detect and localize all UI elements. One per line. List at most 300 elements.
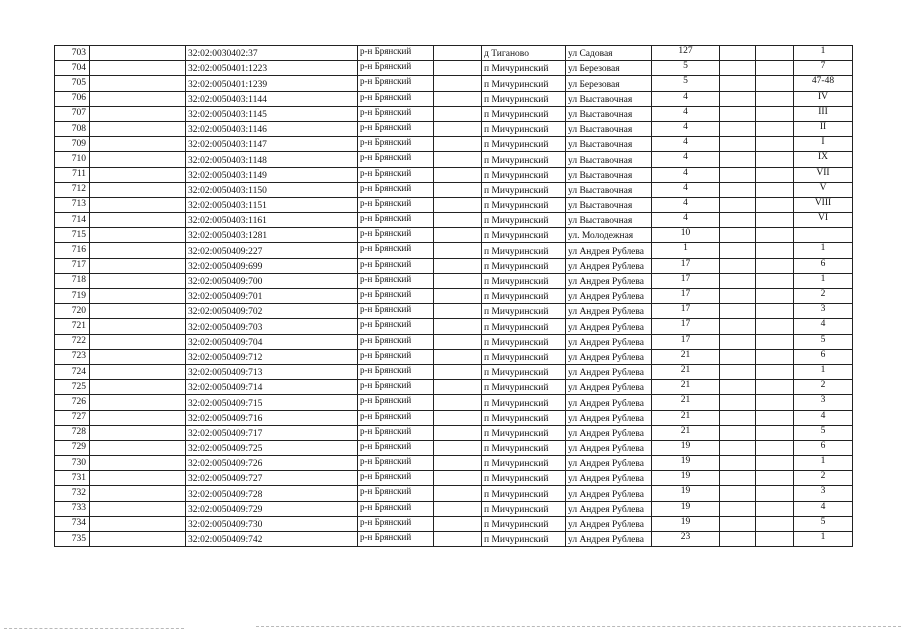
locality: п Мичуринский xyxy=(482,137,566,152)
house-number: 5 xyxy=(652,61,720,76)
blank-cell xyxy=(756,106,794,121)
apartment-number: 47-48 xyxy=(794,76,853,91)
apartment-number: 4 xyxy=(794,319,853,334)
table-body xyxy=(55,46,853,547)
blank-cell xyxy=(434,258,482,273)
cadastral-number: 32:02:0050403:1161 xyxy=(186,213,358,228)
cadastral-number: 32:02:0050403:1151 xyxy=(186,197,358,212)
street: ул Выставочная xyxy=(566,137,652,152)
blank-cell xyxy=(720,258,756,273)
row-number: 732 xyxy=(55,486,90,501)
apartment-number: 1 xyxy=(794,456,853,471)
street: ул Андрея Рублева xyxy=(566,243,652,258)
table-row xyxy=(55,228,853,243)
blank-cell xyxy=(720,319,756,334)
table-row xyxy=(55,425,853,440)
blank-cell xyxy=(90,319,186,334)
blank-cell xyxy=(756,319,794,334)
blank-cell xyxy=(90,334,186,349)
house-number: 17 xyxy=(652,334,720,349)
blank-cell xyxy=(756,364,794,379)
district: р-н Брянский xyxy=(358,273,434,288)
locality: п Мичуринский xyxy=(482,106,566,121)
house-number: 4 xyxy=(652,152,720,167)
street: ул Березовая xyxy=(566,61,652,76)
locality: п Мичуринский xyxy=(482,167,566,182)
locality: п Мичуринский xyxy=(482,486,566,501)
house-number: 127 xyxy=(652,46,720,61)
blank-cell xyxy=(756,197,794,212)
blank-cell xyxy=(720,364,756,379)
locality: п Мичуринский xyxy=(482,410,566,425)
apartment-number: IX xyxy=(794,152,853,167)
apartment-number xyxy=(794,228,853,243)
blank-cell xyxy=(720,213,756,228)
blank-cell xyxy=(434,46,482,61)
table-row xyxy=(55,273,853,288)
blank-cell xyxy=(90,410,186,425)
house-number: 17 xyxy=(652,258,720,273)
blank-cell xyxy=(90,516,186,531)
cadastral-number: 32:02:0050403:1149 xyxy=(186,167,358,182)
locality: п Мичуринский xyxy=(482,213,566,228)
table-row xyxy=(55,516,853,531)
blank-cell xyxy=(720,486,756,501)
blank-cell xyxy=(720,273,756,288)
cadastral-number: 32:02:0050409:700 xyxy=(186,273,358,288)
house-number: 21 xyxy=(652,395,720,410)
cadastral-number: 32:02:0050409:728 xyxy=(186,486,358,501)
blank-cell xyxy=(720,440,756,455)
blank-cell xyxy=(756,91,794,106)
cadastral-number: 32:02:0050409:703 xyxy=(186,319,358,334)
house-number: 4 xyxy=(652,182,720,197)
table-row xyxy=(55,258,853,273)
blank-cell xyxy=(434,349,482,364)
blank-cell xyxy=(434,213,482,228)
house-number: 19 xyxy=(652,501,720,516)
cadastral-number: 32:02:0030402:37 xyxy=(186,46,358,61)
apartment-number: 1 xyxy=(794,46,853,61)
street: ул Андрея Рублева xyxy=(566,258,652,273)
cadastral-number: 32:02:0050409:716 xyxy=(186,410,358,425)
row-number: 721 xyxy=(55,319,90,334)
row-number: 724 xyxy=(55,364,90,379)
table-row xyxy=(55,121,853,136)
locality: п Мичуринский xyxy=(482,425,566,440)
blank-cell xyxy=(720,532,756,547)
blank-cell xyxy=(756,380,794,395)
house-number: 4 xyxy=(652,197,720,212)
row-number: 733 xyxy=(55,501,90,516)
cadastral-number: 32:02:0050409:701 xyxy=(186,289,358,304)
row-number: 710 xyxy=(55,152,90,167)
house-number: 1 xyxy=(652,243,720,258)
house-number: 21 xyxy=(652,349,720,364)
house-number: 21 xyxy=(652,410,720,425)
blank-cell xyxy=(720,516,756,531)
blank-cell xyxy=(756,334,794,349)
street: ул Андрея Рублева xyxy=(566,516,652,531)
cadastral-number: 32:02:0050409:717 xyxy=(186,425,358,440)
house-number: 4 xyxy=(652,167,720,182)
blank-cell xyxy=(720,410,756,425)
house-number: 19 xyxy=(652,456,720,471)
apartment-number: 5 xyxy=(794,516,853,531)
district: р-н Брянский xyxy=(358,137,434,152)
blank-cell xyxy=(90,167,186,182)
street: ул Садовая xyxy=(566,46,652,61)
blank-cell xyxy=(720,456,756,471)
row-number: 711 xyxy=(55,167,90,182)
house-number: 21 xyxy=(652,380,720,395)
table-row xyxy=(55,486,853,501)
table-row xyxy=(55,61,853,76)
row-number: 729 xyxy=(55,440,90,455)
locality: п Мичуринский xyxy=(482,456,566,471)
table-row xyxy=(55,197,853,212)
apartment-number: 4 xyxy=(794,501,853,516)
blank-cell xyxy=(90,182,186,197)
blank-cell xyxy=(434,121,482,136)
locality: п Мичуринский xyxy=(482,258,566,273)
locality: п Мичуринский xyxy=(482,532,566,547)
table-row xyxy=(55,334,853,349)
row-number: 735 xyxy=(55,532,90,547)
blank-cell xyxy=(434,334,482,349)
street: ул Выставочная xyxy=(566,106,652,121)
apartment-number: V xyxy=(794,182,853,197)
house-number: 17 xyxy=(652,289,720,304)
blank-cell xyxy=(720,76,756,91)
blank-cell xyxy=(90,228,186,243)
blank-cell xyxy=(90,152,186,167)
street: ул Андрея Рублева xyxy=(566,486,652,501)
apartment-number: 3 xyxy=(794,395,853,410)
apartment-number: 2 xyxy=(794,380,853,395)
cadastral-number: 32:02:0050409:227 xyxy=(186,243,358,258)
table-row xyxy=(55,91,853,106)
street: ул Выставочная xyxy=(566,121,652,136)
row-number: 734 xyxy=(55,516,90,531)
locality: п Мичуринский xyxy=(482,152,566,167)
house-number: 19 xyxy=(652,471,720,486)
blank-cell xyxy=(90,91,186,106)
cadastral-number: 32:02:0050409:729 xyxy=(186,501,358,516)
blank-cell xyxy=(756,304,794,319)
blank-cell xyxy=(434,319,482,334)
blank-cell xyxy=(756,471,794,486)
locality: п Мичуринский xyxy=(482,501,566,516)
locality: п Мичуринский xyxy=(482,334,566,349)
blank-cell xyxy=(720,167,756,182)
row-number: 717 xyxy=(55,258,90,273)
blank-cell xyxy=(434,228,482,243)
apartment-number: 1 xyxy=(794,364,853,379)
cadastral-number: 32:02:0050409:713 xyxy=(186,364,358,379)
cadastral-number: 32:02:0050403:1147 xyxy=(186,137,358,152)
cadastral-number: 32:02:0050401:1239 xyxy=(186,76,358,91)
blank-cell xyxy=(720,304,756,319)
cadastral-number: 32:02:0050401:1223 xyxy=(186,61,358,76)
blank-cell xyxy=(720,334,756,349)
apartment-number: III xyxy=(794,106,853,121)
blank-cell xyxy=(434,516,482,531)
blank-cell xyxy=(434,61,482,76)
apartment-number: I xyxy=(794,137,853,152)
street: ул Андрея Рублева xyxy=(566,304,652,319)
blank-cell xyxy=(90,76,186,91)
row-number: 718 xyxy=(55,273,90,288)
blank-cell xyxy=(434,304,482,319)
locality: п Мичуринский xyxy=(482,228,566,243)
locality: п Мичуринский xyxy=(482,364,566,379)
blank-cell xyxy=(90,501,186,516)
street: ул Березовая xyxy=(566,76,652,91)
district: р-н Брянский xyxy=(358,425,434,440)
blank-cell xyxy=(720,91,756,106)
locality: п Мичуринский xyxy=(482,440,566,455)
district: р-н Брянский xyxy=(358,243,434,258)
blank-cell xyxy=(720,106,756,121)
row-number: 726 xyxy=(55,395,90,410)
apartment-number: 5 xyxy=(794,425,853,440)
street: ул Андрея Рублева xyxy=(566,532,652,547)
house-number: 10 xyxy=(652,228,720,243)
cadastral-number: 32:02:0050403:1146 xyxy=(186,121,358,136)
apartment-number: 4 xyxy=(794,410,853,425)
row-number: 727 xyxy=(55,410,90,425)
blank-cell xyxy=(756,258,794,273)
apartment-number: 3 xyxy=(794,304,853,319)
table-row xyxy=(55,501,853,516)
row-number: 706 xyxy=(55,91,90,106)
street: ул Выставочная xyxy=(566,91,652,106)
blank-cell xyxy=(756,121,794,136)
row-number: 719 xyxy=(55,289,90,304)
blank-cell xyxy=(720,349,756,364)
blank-cell xyxy=(90,440,186,455)
blank-cell xyxy=(720,121,756,136)
blank-cell xyxy=(756,289,794,304)
house-number: 21 xyxy=(652,425,720,440)
row-number: 704 xyxy=(55,61,90,76)
blank-cell xyxy=(90,243,186,258)
cadastral-number: 32:02:0050409:726 xyxy=(186,456,358,471)
cadastral-number: 32:02:0050409:715 xyxy=(186,395,358,410)
row-number: 715 xyxy=(55,228,90,243)
district: р-н Брянский xyxy=(358,76,434,91)
locality: п Мичуринский xyxy=(482,304,566,319)
district: р-н Брянский xyxy=(358,258,434,273)
blank-cell xyxy=(90,46,186,61)
table-row xyxy=(55,243,853,258)
apartment-number: 3 xyxy=(794,486,853,501)
table-row xyxy=(55,289,853,304)
blank-cell xyxy=(434,486,482,501)
cadastral-number: 32:02:0050409:714 xyxy=(186,380,358,395)
blank-cell xyxy=(434,289,482,304)
district: р-н Брянский xyxy=(358,440,434,455)
row-number: 709 xyxy=(55,137,90,152)
blank-cell xyxy=(434,152,482,167)
apartment-number: 6 xyxy=(794,349,853,364)
locality: п Мичуринский xyxy=(482,91,566,106)
blank-cell xyxy=(90,486,186,501)
table-row xyxy=(55,182,853,197)
row-number: 725 xyxy=(55,380,90,395)
house-number: 19 xyxy=(652,440,720,455)
apartment-number: 6 xyxy=(794,258,853,273)
apartment-number: 1 xyxy=(794,273,853,288)
blank-cell xyxy=(720,395,756,410)
locality: п Мичуринский xyxy=(482,273,566,288)
locality: д Тиганово xyxy=(482,46,566,61)
house-number: 19 xyxy=(652,486,720,501)
district: р-н Брянский xyxy=(358,349,434,364)
apartment-number: 2 xyxy=(794,289,853,304)
blank-cell xyxy=(90,364,186,379)
cadastral-number: 32:02:0050409:712 xyxy=(186,349,358,364)
cadastral-number: 32:02:0050409:704 xyxy=(186,334,358,349)
blank-cell xyxy=(756,410,794,425)
district: р-н Брянский xyxy=(358,501,434,516)
blank-cell xyxy=(434,395,482,410)
blank-cell xyxy=(720,289,756,304)
table-row xyxy=(55,137,853,152)
cadastral-number: 32:02:0050403:1281 xyxy=(186,228,358,243)
blank-cell xyxy=(720,61,756,76)
blank-cell xyxy=(756,501,794,516)
table-row xyxy=(55,349,853,364)
blank-cell xyxy=(90,380,186,395)
apartment-number: VII xyxy=(794,167,853,182)
blank-cell xyxy=(90,532,186,547)
blank-cell xyxy=(720,501,756,516)
house-number: 17 xyxy=(652,319,720,334)
blank-cell xyxy=(756,532,794,547)
blank-cell xyxy=(720,197,756,212)
cadastral-number: 32:02:0050409:725 xyxy=(186,440,358,455)
blank-cell xyxy=(434,456,482,471)
apartment-number: VI xyxy=(794,213,853,228)
blank-cell xyxy=(756,182,794,197)
street: ул Андрея Рублева xyxy=(566,471,652,486)
blank-cell xyxy=(90,304,186,319)
street: ул Андрея Рублева xyxy=(566,319,652,334)
district: р-н Брянский xyxy=(358,46,434,61)
blank-cell xyxy=(756,228,794,243)
house-number: 17 xyxy=(652,304,720,319)
district: р-н Брянский xyxy=(358,334,434,349)
blank-cell xyxy=(720,471,756,486)
scan-artifact-line-right xyxy=(256,626,901,627)
district: р-н Брянский xyxy=(358,213,434,228)
district: р-н Брянский xyxy=(358,289,434,304)
street: ул Выставочная xyxy=(566,167,652,182)
table-row xyxy=(55,167,853,182)
apartment-number: 6 xyxy=(794,440,853,455)
blank-cell xyxy=(756,167,794,182)
cadastral-number: 32:02:0050409:730 xyxy=(186,516,358,531)
street: ул Андрея Рублева xyxy=(566,501,652,516)
blank-cell xyxy=(434,106,482,121)
blank-cell xyxy=(434,532,482,547)
table-row xyxy=(55,304,853,319)
blank-cell xyxy=(434,471,482,486)
locality: п Мичуринский xyxy=(482,61,566,76)
blank-cell xyxy=(90,197,186,212)
table-row xyxy=(55,106,853,121)
blank-cell xyxy=(90,258,186,273)
scan-artifact-line-left xyxy=(4,628,184,629)
district: р-н Брянский xyxy=(358,471,434,486)
blank-cell xyxy=(90,289,186,304)
street: ул Андрея Рублева xyxy=(566,380,652,395)
row-number: 705 xyxy=(55,76,90,91)
locality: п Мичуринский xyxy=(482,289,566,304)
blank-cell xyxy=(756,516,794,531)
blank-cell xyxy=(756,425,794,440)
district: р-н Брянский xyxy=(358,410,434,425)
street: ул Андрея Рублева xyxy=(566,410,652,425)
cadastral-number: 32:02:0050409:699 xyxy=(186,258,358,273)
blank-cell xyxy=(434,364,482,379)
table-row xyxy=(55,456,853,471)
table-row xyxy=(55,76,853,91)
blank-cell xyxy=(756,486,794,501)
table-row xyxy=(55,364,853,379)
house-number: 4 xyxy=(652,121,720,136)
blank-cell xyxy=(756,273,794,288)
cadastral-number: 32:02:0050409:702 xyxy=(186,304,358,319)
blank-cell xyxy=(720,425,756,440)
house-number: 4 xyxy=(652,106,720,121)
house-number: 4 xyxy=(652,213,720,228)
blank-cell xyxy=(90,471,186,486)
blank-cell xyxy=(90,395,186,410)
street: ул Андрея Рублева xyxy=(566,349,652,364)
blank-cell xyxy=(756,440,794,455)
district: р-н Брянский xyxy=(358,61,434,76)
locality: п Мичуринский xyxy=(482,516,566,531)
blank-cell xyxy=(90,213,186,228)
street: ул Андрея Рублева xyxy=(566,425,652,440)
district: р-н Брянский xyxy=(358,228,434,243)
locality: п Мичуринский xyxy=(482,349,566,364)
blank-cell xyxy=(434,410,482,425)
blank-cell xyxy=(756,61,794,76)
district: р-н Брянский xyxy=(358,182,434,197)
district: р-н Брянский xyxy=(358,167,434,182)
row-number: 707 xyxy=(55,106,90,121)
locality: п Мичуринский xyxy=(482,319,566,334)
blank-cell xyxy=(756,152,794,167)
blank-cell xyxy=(434,380,482,395)
street: ул. Молодежная xyxy=(566,228,652,243)
row-number: 728 xyxy=(55,425,90,440)
district: р-н Брянский xyxy=(358,319,434,334)
street: ул Андрея Рублева xyxy=(566,395,652,410)
locality: п Мичуринский xyxy=(482,76,566,91)
table-row xyxy=(55,440,853,455)
row-number: 712 xyxy=(55,182,90,197)
street: ул Выставочная xyxy=(566,213,652,228)
blank-cell xyxy=(720,46,756,61)
blank-cell xyxy=(90,456,186,471)
apartment-number: 1 xyxy=(794,532,853,547)
row-number: 714 xyxy=(55,213,90,228)
